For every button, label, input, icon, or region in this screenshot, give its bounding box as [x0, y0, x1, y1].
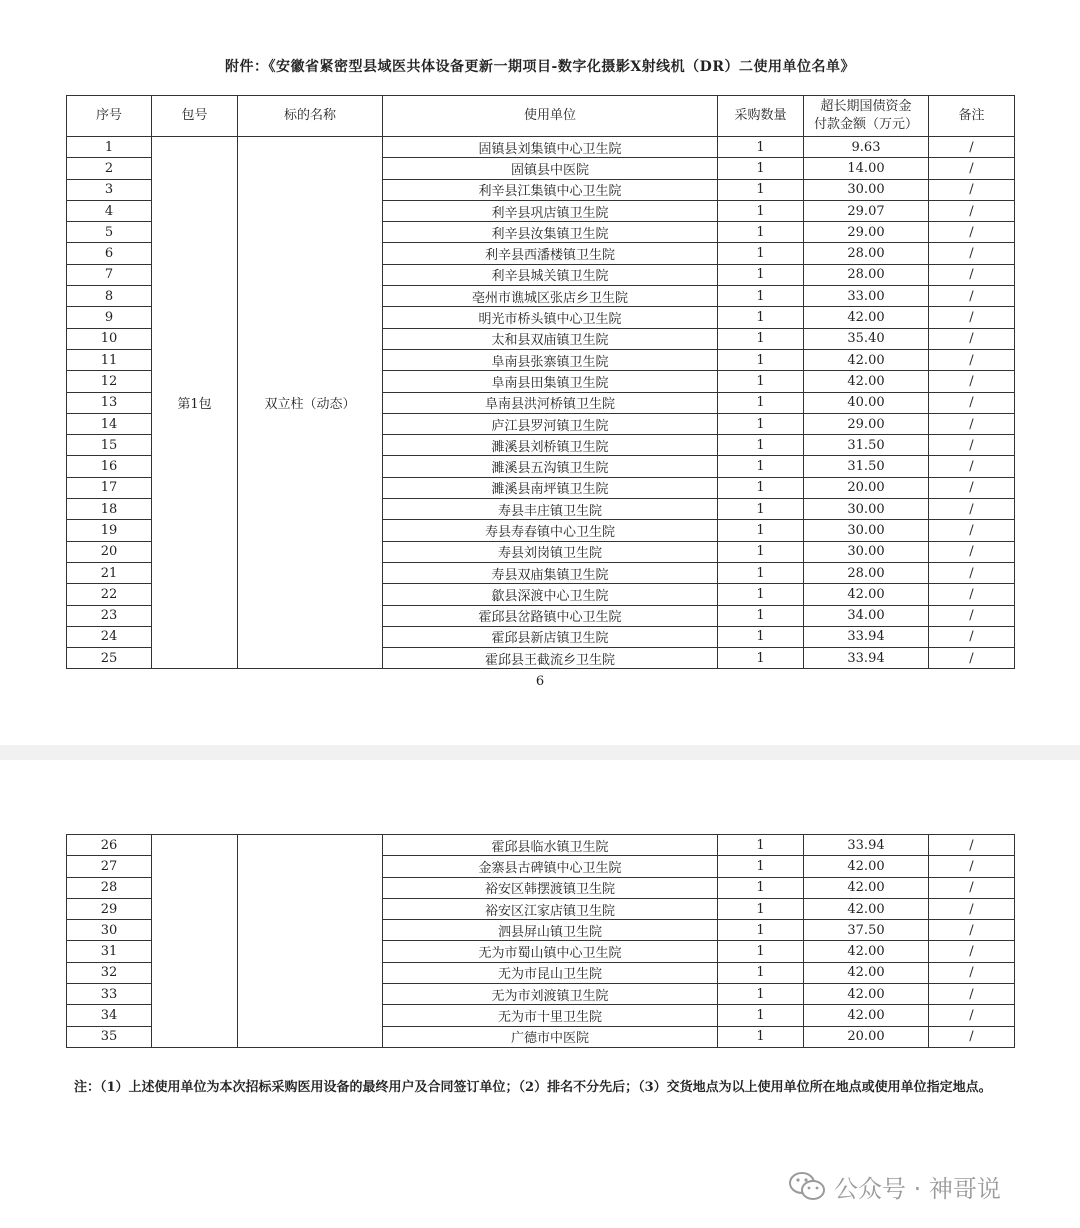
seq-cell: 10 [67, 328, 152, 349]
remark-cell: / [929, 835, 1015, 856]
amount-cell: 30.00 [804, 499, 929, 520]
qty-cell: 1 [718, 435, 804, 456]
item-name-cell: 双立柱（动态） [238, 137, 383, 669]
unit-cell: 庐江县罗河镇卫生院 [383, 413, 718, 434]
qty-cell: 1 [718, 200, 804, 221]
seq-cell: 33 [67, 984, 152, 1005]
qty-cell: 1 [718, 222, 804, 243]
amount-cell: 28.00 [804, 243, 929, 264]
qty-cell: 1 [718, 541, 804, 562]
amount-cell: 31.50 [804, 456, 929, 477]
seq-cell: 15 [67, 435, 152, 456]
amount-cell: 30.00 [804, 179, 929, 200]
qty-cell: 1 [718, 920, 804, 941]
amount-cell: 33.94 [804, 626, 929, 647]
seq-cell: 1 [67, 137, 152, 158]
seq-cell: 35 [67, 1026, 152, 1047]
amount-cell: 30.00 [804, 541, 929, 562]
remark-cell: / [929, 477, 1015, 498]
remark-cell: / [929, 307, 1015, 328]
header-item: 标的名称 [238, 96, 383, 137]
remark-cell: / [929, 584, 1015, 605]
qty-cell: 1 [718, 328, 804, 349]
amount-cell: 42.00 [804, 584, 929, 605]
qty-cell: 1 [718, 605, 804, 626]
unit-cell: 固镇县刘集镇中心卫生院 [383, 137, 718, 158]
document-title: 附件：《安徽省紧密型县域医共体设备更新一期项目-数字化摄影X射线机（DR）二使用单位名单》 [225, 59, 855, 75]
unit-cell: 阜南县洪河桥镇卫生院 [383, 392, 718, 413]
remark-cell: / [929, 648, 1015, 669]
header-amount-line1: 超长期国债资金 [820, 99, 912, 114]
qty-cell: 1 [718, 413, 804, 434]
header-seq: 序号 [67, 96, 152, 137]
seq-cell: 16 [67, 456, 152, 477]
remark-cell: / [929, 541, 1015, 562]
remark-cell: / [929, 456, 1015, 477]
unit-cell: 固镇县中医院 [383, 158, 718, 179]
remark-cell: / [929, 392, 1015, 413]
seq-cell: 30 [67, 920, 152, 941]
amount-cell: 33.94 [804, 648, 929, 669]
seq-cell: 32 [67, 962, 152, 983]
seq-cell: 21 [67, 562, 152, 583]
seq-cell: 28 [67, 877, 152, 898]
amount-cell: 33.94 [804, 835, 929, 856]
watermark-text: 公众号 · 神哥说 [834, 1174, 1001, 1203]
unit-cell: 无为市十里卫生院 [383, 1005, 718, 1026]
seq-cell: 9 [67, 307, 152, 328]
qty-cell: 1 [718, 137, 804, 158]
remark-cell: / [929, 962, 1015, 983]
remark-cell: / [929, 984, 1015, 1005]
qty-cell: 1 [718, 179, 804, 200]
table-header-row [67, 96, 1015, 137]
qty-cell: 1 [718, 264, 804, 285]
header-unit: 使用单位 [383, 96, 718, 137]
remark-cell: / [929, 371, 1015, 392]
qty-cell: 1 [718, 984, 804, 1005]
footnote: 注：（1）上述使用单位为本次招标采购医用设备的最终用户及合同签订单位；（2）排名不分先后；（3）交货地点为以上使用单位所在地点或使用单位指定地点。 [74, 1080, 992, 1095]
seq-cell: 27 [67, 856, 152, 877]
unit-cell: 裕安区韩摆渡镇卫生院 [383, 877, 718, 898]
amount-cell: 42.00 [804, 877, 929, 898]
amount-cell: 28.00 [804, 264, 929, 285]
remark-cell: / [929, 328, 1015, 349]
seq-cell: 24 [67, 626, 152, 647]
table-row [67, 137, 1015, 158]
amount-cell: 34.00 [804, 605, 929, 626]
amount-cell: 31.50 [804, 435, 929, 456]
header-qty: 采购数量 [718, 96, 804, 137]
remark-cell: / [929, 222, 1015, 243]
unit-cell: 濉溪县南坪镇卫生院 [383, 477, 718, 498]
unit-cell: 泗县屏山镇卫生院 [383, 920, 718, 941]
unit-cell: 濉溪县五沟镇卫生院 [383, 456, 718, 477]
amount-cell: 42.00 [804, 984, 929, 1005]
seq-cell: 25 [67, 648, 152, 669]
unit-cell: 霍邱县临水镇卫生院 [383, 835, 718, 856]
qty-cell: 1 [718, 477, 804, 498]
qty-cell: 1 [718, 898, 804, 919]
amount-cell: 29.00 [804, 413, 929, 434]
remark-cell: / [929, 413, 1015, 434]
amount-cell: 20.00 [804, 1026, 929, 1047]
amount-cell: 42.00 [804, 349, 929, 370]
seq-cell: 8 [67, 286, 152, 307]
amount-cell: 37.50 [804, 920, 929, 941]
qty-cell: 1 [718, 307, 804, 328]
unit-cell: 明光市桥头镇中心卫生院 [383, 307, 718, 328]
watermark [788, 1168, 1001, 1204]
page-number: 6 [535, 674, 545, 689]
amount-cell: 42.00 [804, 962, 929, 983]
amount-cell: 40.00 [804, 392, 929, 413]
qty-cell: 1 [718, 158, 804, 179]
remark-cell: / [929, 137, 1015, 158]
seq-cell: 14 [67, 413, 152, 434]
amount-cell: 42.00 [804, 898, 929, 919]
unit-cell: 寿县刘岗镇卫生院 [383, 541, 718, 562]
qty-cell: 1 [718, 835, 804, 856]
amount-cell: 14.00 [804, 158, 929, 179]
qty-cell: 1 [718, 584, 804, 605]
qty-cell: 1 [718, 520, 804, 541]
remark-cell: / [929, 158, 1015, 179]
unit-cell: 濉溪县刘桥镇卫生院 [383, 435, 718, 456]
amount-cell: 42.00 [804, 371, 929, 392]
remark-cell: / [929, 941, 1015, 962]
remark-cell: / [929, 605, 1015, 626]
wechat-icon [788, 1170, 826, 1202]
unit-cell: 金寨县古碑镇中心卫生院 [383, 856, 718, 877]
remark-cell: / [929, 179, 1015, 200]
unit-cell: 阜南县田集镇卫生院 [383, 371, 718, 392]
qty-cell: 1 [718, 371, 804, 392]
amount-cell: 29.00 [804, 222, 929, 243]
qty-cell: 1 [718, 856, 804, 877]
unit-cell: 寿县丰庄镇卫生院 [383, 499, 718, 520]
unit-cell: 无为市昆山卫生院 [383, 962, 718, 983]
remark-cell: / [929, 286, 1015, 307]
qty-cell: 1 [718, 499, 804, 520]
remark-cell: / [929, 264, 1015, 285]
remark-cell: / [929, 435, 1015, 456]
header-remark: 备注 [929, 96, 1015, 137]
remark-cell: / [929, 243, 1015, 264]
qty-cell: 1 [718, 286, 804, 307]
unit-cell: 亳州市谯城区张店乡卫生院 [383, 286, 718, 307]
amount-cell: 29.07 [804, 200, 929, 221]
seq-cell: 29 [67, 898, 152, 919]
remark-cell: / [929, 520, 1015, 541]
qty-cell: 1 [718, 648, 804, 669]
qty-cell: 1 [718, 349, 804, 370]
amount-cell: 28.00 [804, 562, 929, 583]
unit-cell: 裕安区江家店镇卫生院 [383, 898, 718, 919]
qty-cell: 1 [718, 877, 804, 898]
amount-cell: 35.40 [804, 328, 929, 349]
amount-cell: 30.00 [804, 520, 929, 541]
seq-cell: 3 [67, 179, 152, 200]
seq-cell: 18 [67, 499, 152, 520]
unit-cell: 利辛县城关镇卫生院 [383, 264, 718, 285]
unit-cell: 阜南县张寨镇卫生院 [383, 349, 718, 370]
qty-cell: 1 [718, 243, 804, 264]
unit-table-page2 [66, 834, 1015, 1048]
unit-cell: 利辛县西潘楼镇卫生院 [383, 243, 718, 264]
unit-cell: 利辛县汝集镇卫生院 [383, 222, 718, 243]
seq-cell: 11 [67, 349, 152, 370]
seq-cell: 7 [67, 264, 152, 285]
unit-cell: 霍邱县王截流乡卫生院 [383, 648, 718, 669]
amount-cell: 42.00 [804, 307, 929, 328]
remark-cell: / [929, 200, 1015, 221]
table-row [67, 835, 1015, 856]
unit-cell: 利辛县巩店镇卫生院 [383, 200, 718, 221]
seq-cell: 13 [67, 392, 152, 413]
qty-cell: 1 [718, 1005, 804, 1026]
qty-cell: 1 [718, 392, 804, 413]
amount-cell: 42.00 [804, 1005, 929, 1026]
seq-cell: 20 [67, 541, 152, 562]
remark-cell: / [929, 349, 1015, 370]
package-cell [152, 835, 238, 1048]
unit-cell: 寿县双庙集镇卫生院 [383, 562, 718, 583]
remark-cell: / [929, 626, 1015, 647]
seq-cell: 2 [67, 158, 152, 179]
unit-cell: 利辛县江集镇中心卫生院 [383, 179, 718, 200]
remark-cell: / [929, 877, 1015, 898]
item-name-cell [238, 835, 383, 1048]
seq-cell: 26 [67, 835, 152, 856]
remark-cell: / [929, 562, 1015, 583]
unit-cell: 太和县双庙镇卫生院 [383, 328, 718, 349]
remark-cell: / [929, 898, 1015, 919]
header-package: 包号 [152, 96, 238, 137]
remark-cell: / [929, 920, 1015, 941]
unit-cell: 歙县深渡中心卫生院 [383, 584, 718, 605]
unit-cell: 霍邱县新店镇卫生院 [383, 626, 718, 647]
qty-cell: 1 [718, 562, 804, 583]
seq-cell: 19 [67, 520, 152, 541]
qty-cell: 1 [718, 941, 804, 962]
qty-cell: 1 [718, 1026, 804, 1047]
amount-cell: 42.00 [804, 941, 929, 962]
amount-cell: 20.00 [804, 477, 929, 498]
amount-cell: 9.63 [804, 137, 929, 158]
unit-cell: 寿县寿春镇中心卫生院 [383, 520, 718, 541]
amount-cell: 33.00 [804, 286, 929, 307]
amount-cell: 42.00 [804, 856, 929, 877]
remark-cell: / [929, 856, 1015, 877]
header-amount-line2: 付款金额（万元） [813, 117, 918, 132]
seq-cell: 22 [67, 584, 152, 605]
unit-table-page1 [66, 95, 1015, 669]
seq-cell: 5 [67, 222, 152, 243]
seq-cell: 23 [67, 605, 152, 626]
seq-cell: 6 [67, 243, 152, 264]
qty-cell: 1 [718, 962, 804, 983]
qty-cell: 1 [718, 626, 804, 647]
unit-cell: 霍邱县岔路镇中心卫生院 [383, 605, 718, 626]
page-separator [0, 745, 1080, 760]
seq-cell: 4 [67, 200, 152, 221]
unit-cell: 无为市刘渡镇卫生院 [383, 984, 718, 1005]
remark-cell: / [929, 499, 1015, 520]
remark-cell: / [929, 1005, 1015, 1026]
seq-cell: 17 [67, 477, 152, 498]
seq-cell: 34 [67, 1005, 152, 1026]
remark-cell: / [929, 1026, 1015, 1047]
unit-cell: 广德市中医院 [383, 1026, 718, 1047]
package-cell: 第1包 [152, 137, 238, 669]
qty-cell: 1 [718, 456, 804, 477]
seq-cell: 12 [67, 371, 152, 392]
header-amount [804, 96, 929, 137]
unit-cell: 无为市蜀山镇中心卫生院 [383, 941, 718, 962]
seq-cell: 31 [67, 941, 152, 962]
